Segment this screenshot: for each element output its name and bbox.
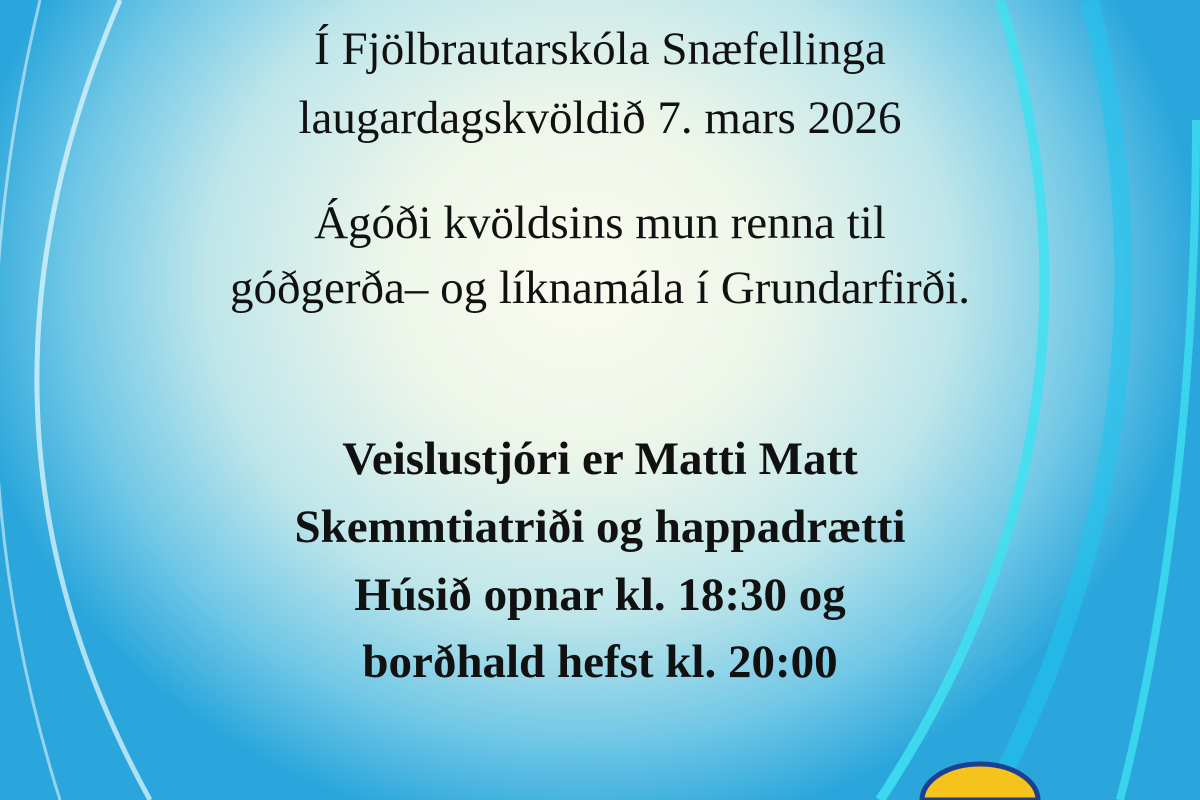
intro-date: laugardagskvöldið 7. mars 2026 [298,92,902,144]
details-entertainment: Skemmtiatriði og happadrætti [294,501,906,553]
details-dinner: borðhald hefst kl. 20:00 [362,636,838,688]
intro-line-1: Í Fjölbrautarskóla Snæfellinga [314,23,886,75]
details-host: Veislustjóri er Matti Matt [342,433,858,485]
details-doors: Húsið opnar kl. 18:30 og [354,569,846,621]
charity-line-2: góðgerða– og líknamála í Grundarfirði. [229,262,971,314]
badge [922,764,1038,800]
charity-line-1: Ágóði kvöldsins mun renna til [314,197,886,249]
